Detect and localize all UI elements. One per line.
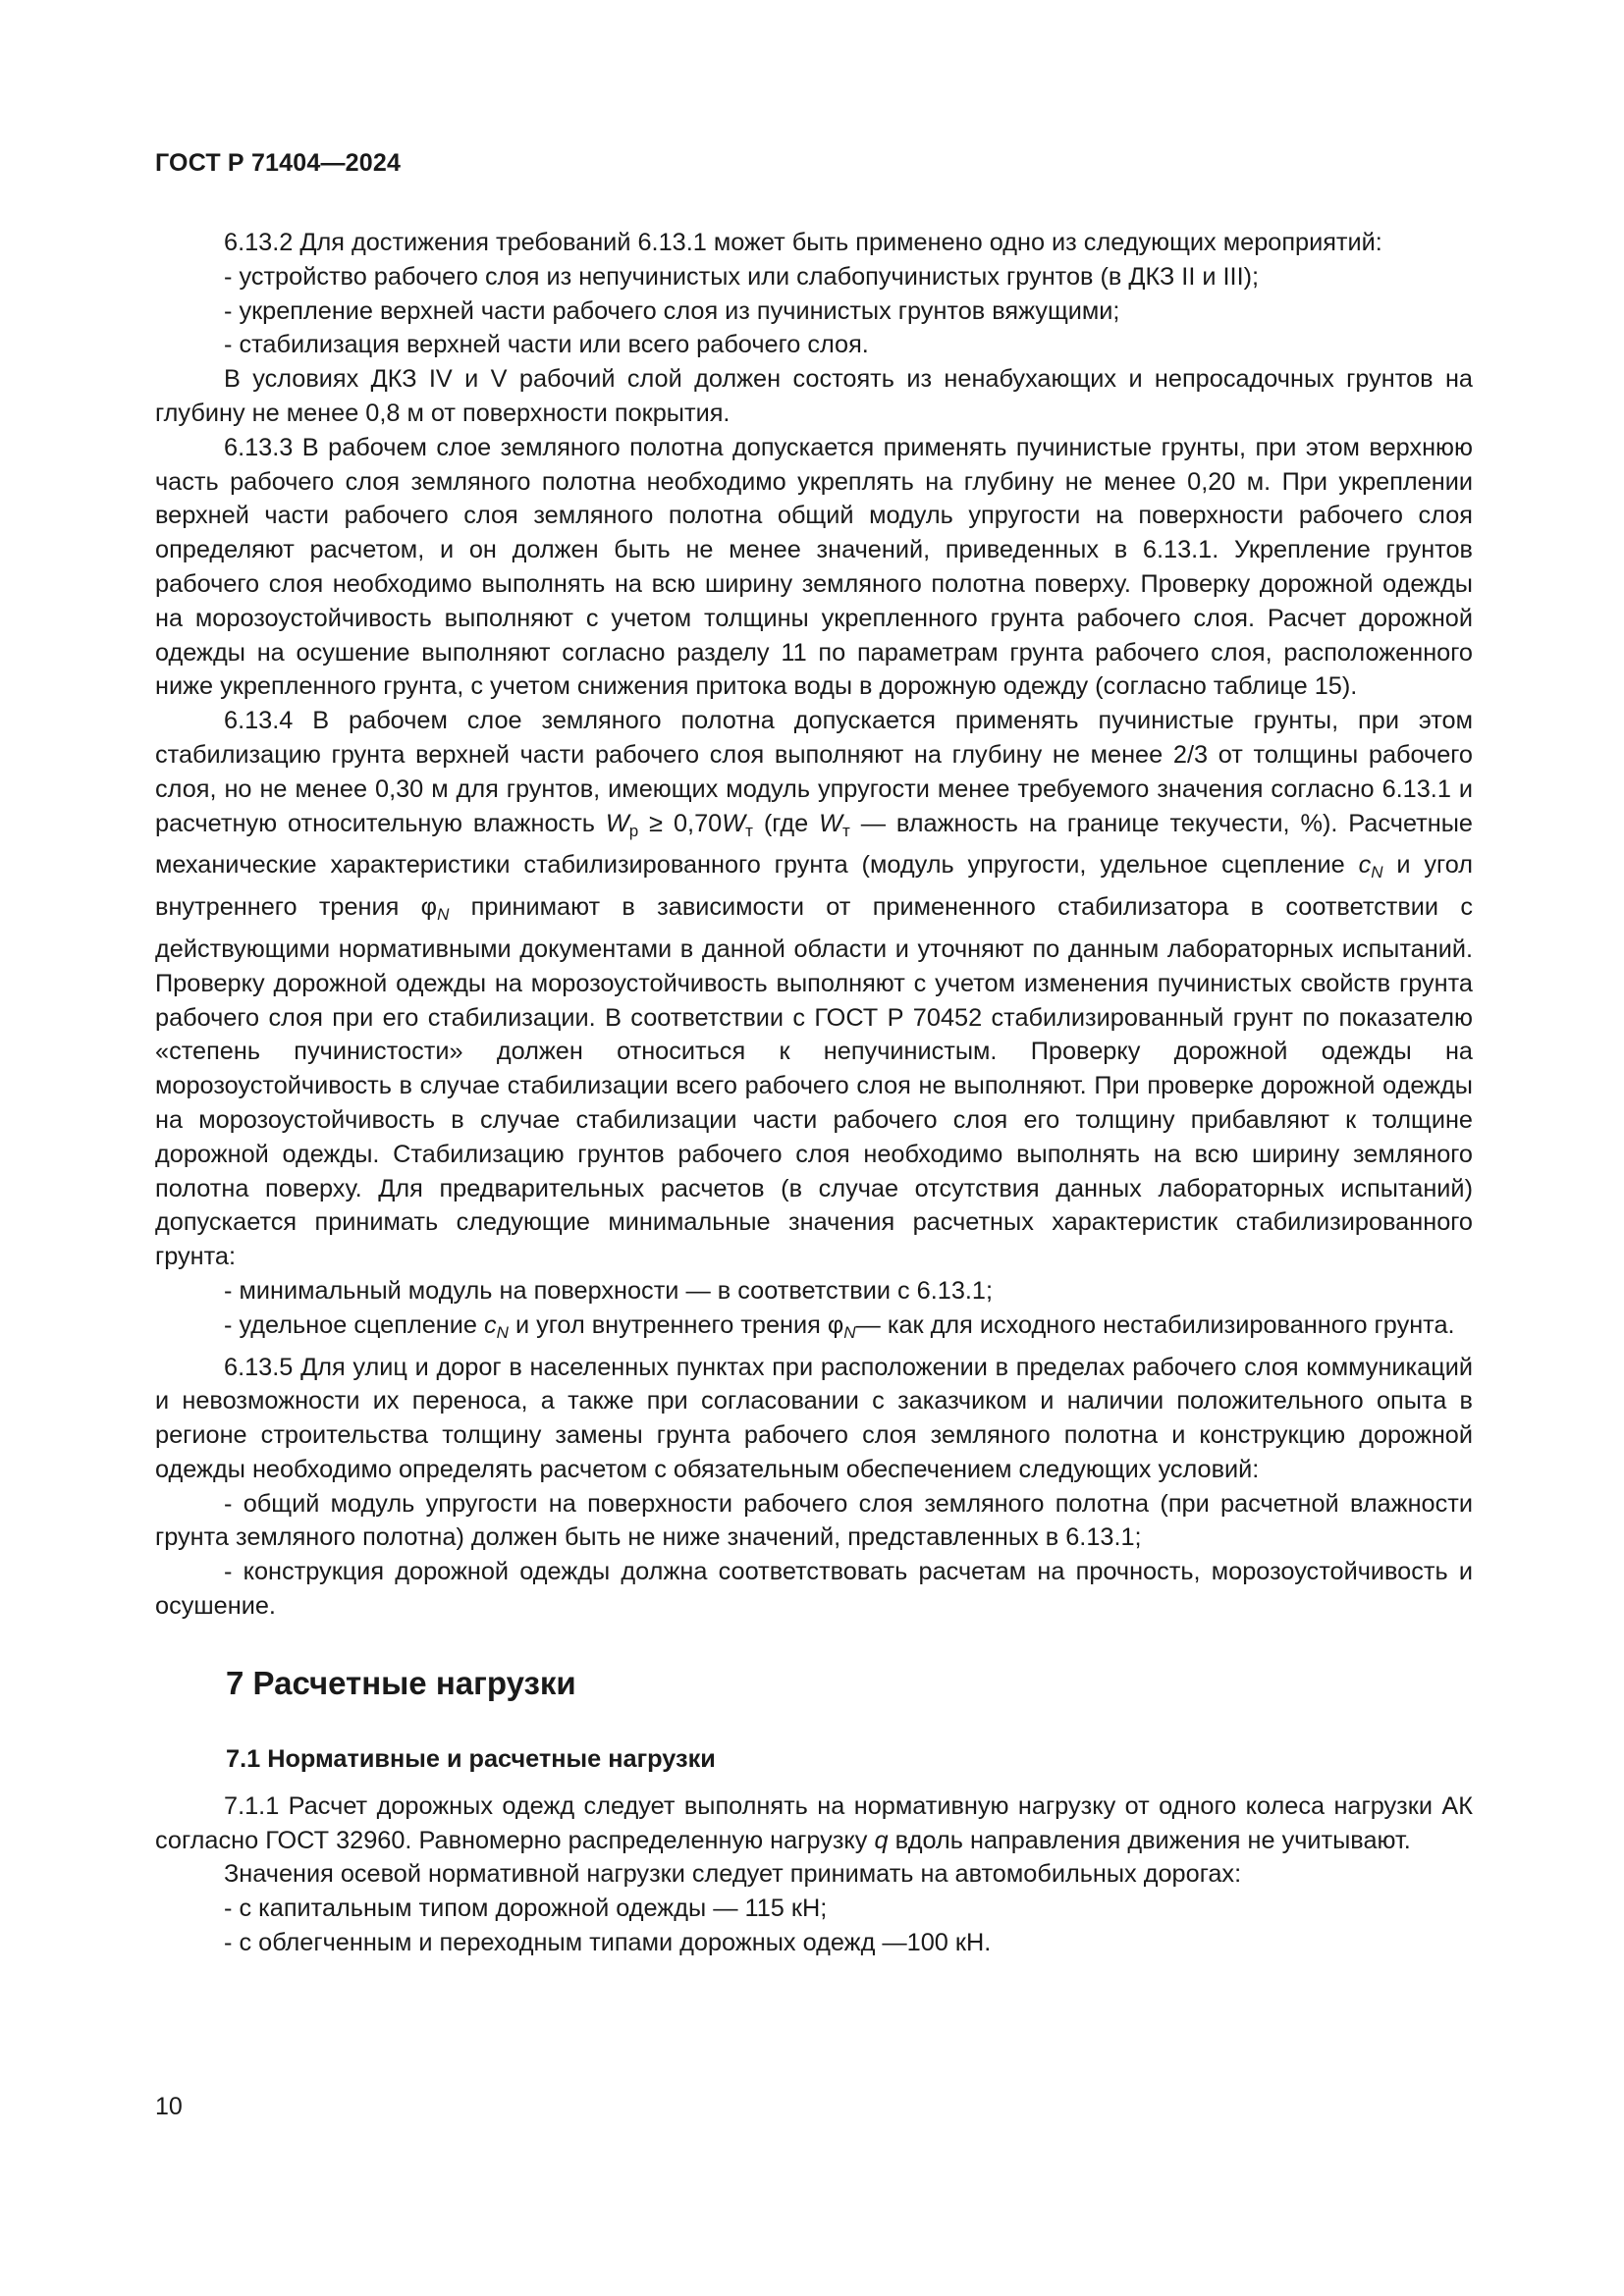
list-item: - общий модуль упругости на поверхности рабочего слоя земляного полотна (при расчетной влажности грунта земляного полотна) должен быть не ниже значений, представленных в 6.13.1;	[155, 1489, 1473, 1552]
list-item: - с облегченным и переходным типами дорожных одежд —100 кН.	[224, 1929, 992, 1957]
list-item: - минимальный модуль на поверхности — в соответствии с 6.13.1;	[224, 1276, 994, 1305]
document-header: ГОСТ Р 71404—2024	[155, 149, 402, 177]
paragraph-6-13-5: 6.13.5 Для улиц и дорог в населенных пунктах при расположении в пределах рабочего слоя коммуникаций и невозможности их переноса, а также при согласовании с заказчиком и наличии положительного опыта в регионе строительства толщину замены грунта рабочего слоя земляного полотна и конструкцию дорожной одежды необходимо определять расчетом с обязательным обеспечением следующих условий:	[155, 1353, 1473, 1483]
paragraph-dkz-iv-v: В условиях ДКЗ IV и V рабочий слой должен состоять из ненабухающих и непросадочных грунтов на глубину не менее 0,8 м от поверхности покрытия.	[155, 365, 1473, 427]
section-heading-7: 7 Расчетные нагрузки	[226, 1664, 576, 1701]
paragraph-axle-load: Значения осевой нормативной нагрузки следует принимать на автомобильных дорогах:	[224, 1860, 1242, 1889]
document-body	[155, 226, 1473, 1960]
list-item: - укрепление верхней части рабочего слоя из пучинистых грунтов вяжущими;	[224, 296, 1120, 325]
list-item: - удельное сцепление $c_N$ и угол внутреннего трения $\varphi_N—$ как для исходного нестабилизированного грунта.	[224, 1310, 1455, 1342]
paragraph-6-13-4: 6.13.4 В рабочем слое земляного полотна допускается применять пучинистые грунты, при этом стабилизацию грунта верхней части рабочего слоя выполняют на глубину не менее 2/3 от толщины рабочего слоя, но не менее 0,30 м для грунтов, имеющих модуль упругости менее требуемого значения согласно 6.13.1 и расчетную относительную влажность $W_р \ge 0,70W_т$ (где $W_т$ — влажность на границе текучести, %). Расчетные механические характеристики стабилизированного грунта (модуль упругости, удельное сцепление $c_N$ и угол внутреннего трения $\varphi_N$ принимают в зависимости от примененного стабилизатора в соответствии с действующими нормативными документами в данной области и уточняют по данным лабораторных испытаний. Проверку дорожной одежды на морозоустойчивость выполняют с учетом изменения пучинистых свойств грунта рабочего слоя при его стабилизации. В соответствии с ГОСТ Р 70452 стабилизированный грунт по показателю «степень пучинистости» должен относиться к непучинистым. Проверку дорожной одежды на морозоустойчивость в случае стабилизации всего рабочего слоя не выполняют. При проверке дорожной одежды на морозоустойчивость в случае стабилизации части рабочего слоя его толщину прибавляют к толщине дорожной одежды. Стабилизацию грунтов рабочего слоя необходимо выполнять на всю ширину земляного полотна поверху. Для предварительных расчетов (в случае отсутствия данных лабораторных испытаний) допускается принимать следующие минимальные значения расчетных характеристик стабилизированного грунта:	[155, 707, 1474, 1271]
list-item: - устройство рабочего слоя из непучинистых или слабопучинистых грунтов (в ДКЗ II и III);	[224, 262, 1260, 291]
page-number: 10	[155, 2093, 183, 2120]
list-item: - конструкция дорожной одежды должна соответствовать расчетам на прочность, морозоустойчивость и осушение.	[155, 1558, 1473, 1621]
paragraph-6-13-3: 6.13.3 В рабочем слое земляного полотна допускается применять пучинистые грунты, при этом верхнюю часть рабочего слоя земляного полотна необходимо укреплять на глубину не менее 0,20 м. При укреплении верхней части рабочего слоя земляного полотна общий модуль упругости на поверхности рабочего слоя определяют расчетом, и он должен быть не менее значений, приведенных в 6.13.1. Укрепление грунтов рабочего слоя необходимо выполнять на всю ширину земляного полотна поверху. Проверку дорожной одежды на морозоустойчивость выполняют с учетом толщины укрепленного грунта рабочего слоя. Расчет дорожной одежды на осушение выполняют согласно разделу 11 по параметрам грунта рабочего слоя, расположенного ниже укрепленного грунта, с учетом снижения притока воды в дорожную одежду (согласно таблице 15).	[155, 433, 1473, 701]
list-item: - с капитальным типом дорожной одежды — 115 кН;	[224, 1895, 828, 1923]
paragraph-7-1-1: 7.1.1 Расчет дорожных одежд следует выполнять на нормативную нагрузку от одного колеса нагрузки АК согласно ГОСТ 32960. Равномерно распределенную нагрузку q вдоль направления движения не учитывают.	[155, 1791, 1473, 1854]
paragraph-6-13-2: 6.13.2 Для достижения требований 6.13.1 может быть применено одно из следующих мероприятий:	[224, 229, 1382, 256]
subsection-heading-7-1: 7.1 Нормативные и расчетные нагрузки	[226, 1744, 716, 1773]
list-item: - стабилизация верхней части или всего рабочего слоя.	[224, 331, 869, 359]
